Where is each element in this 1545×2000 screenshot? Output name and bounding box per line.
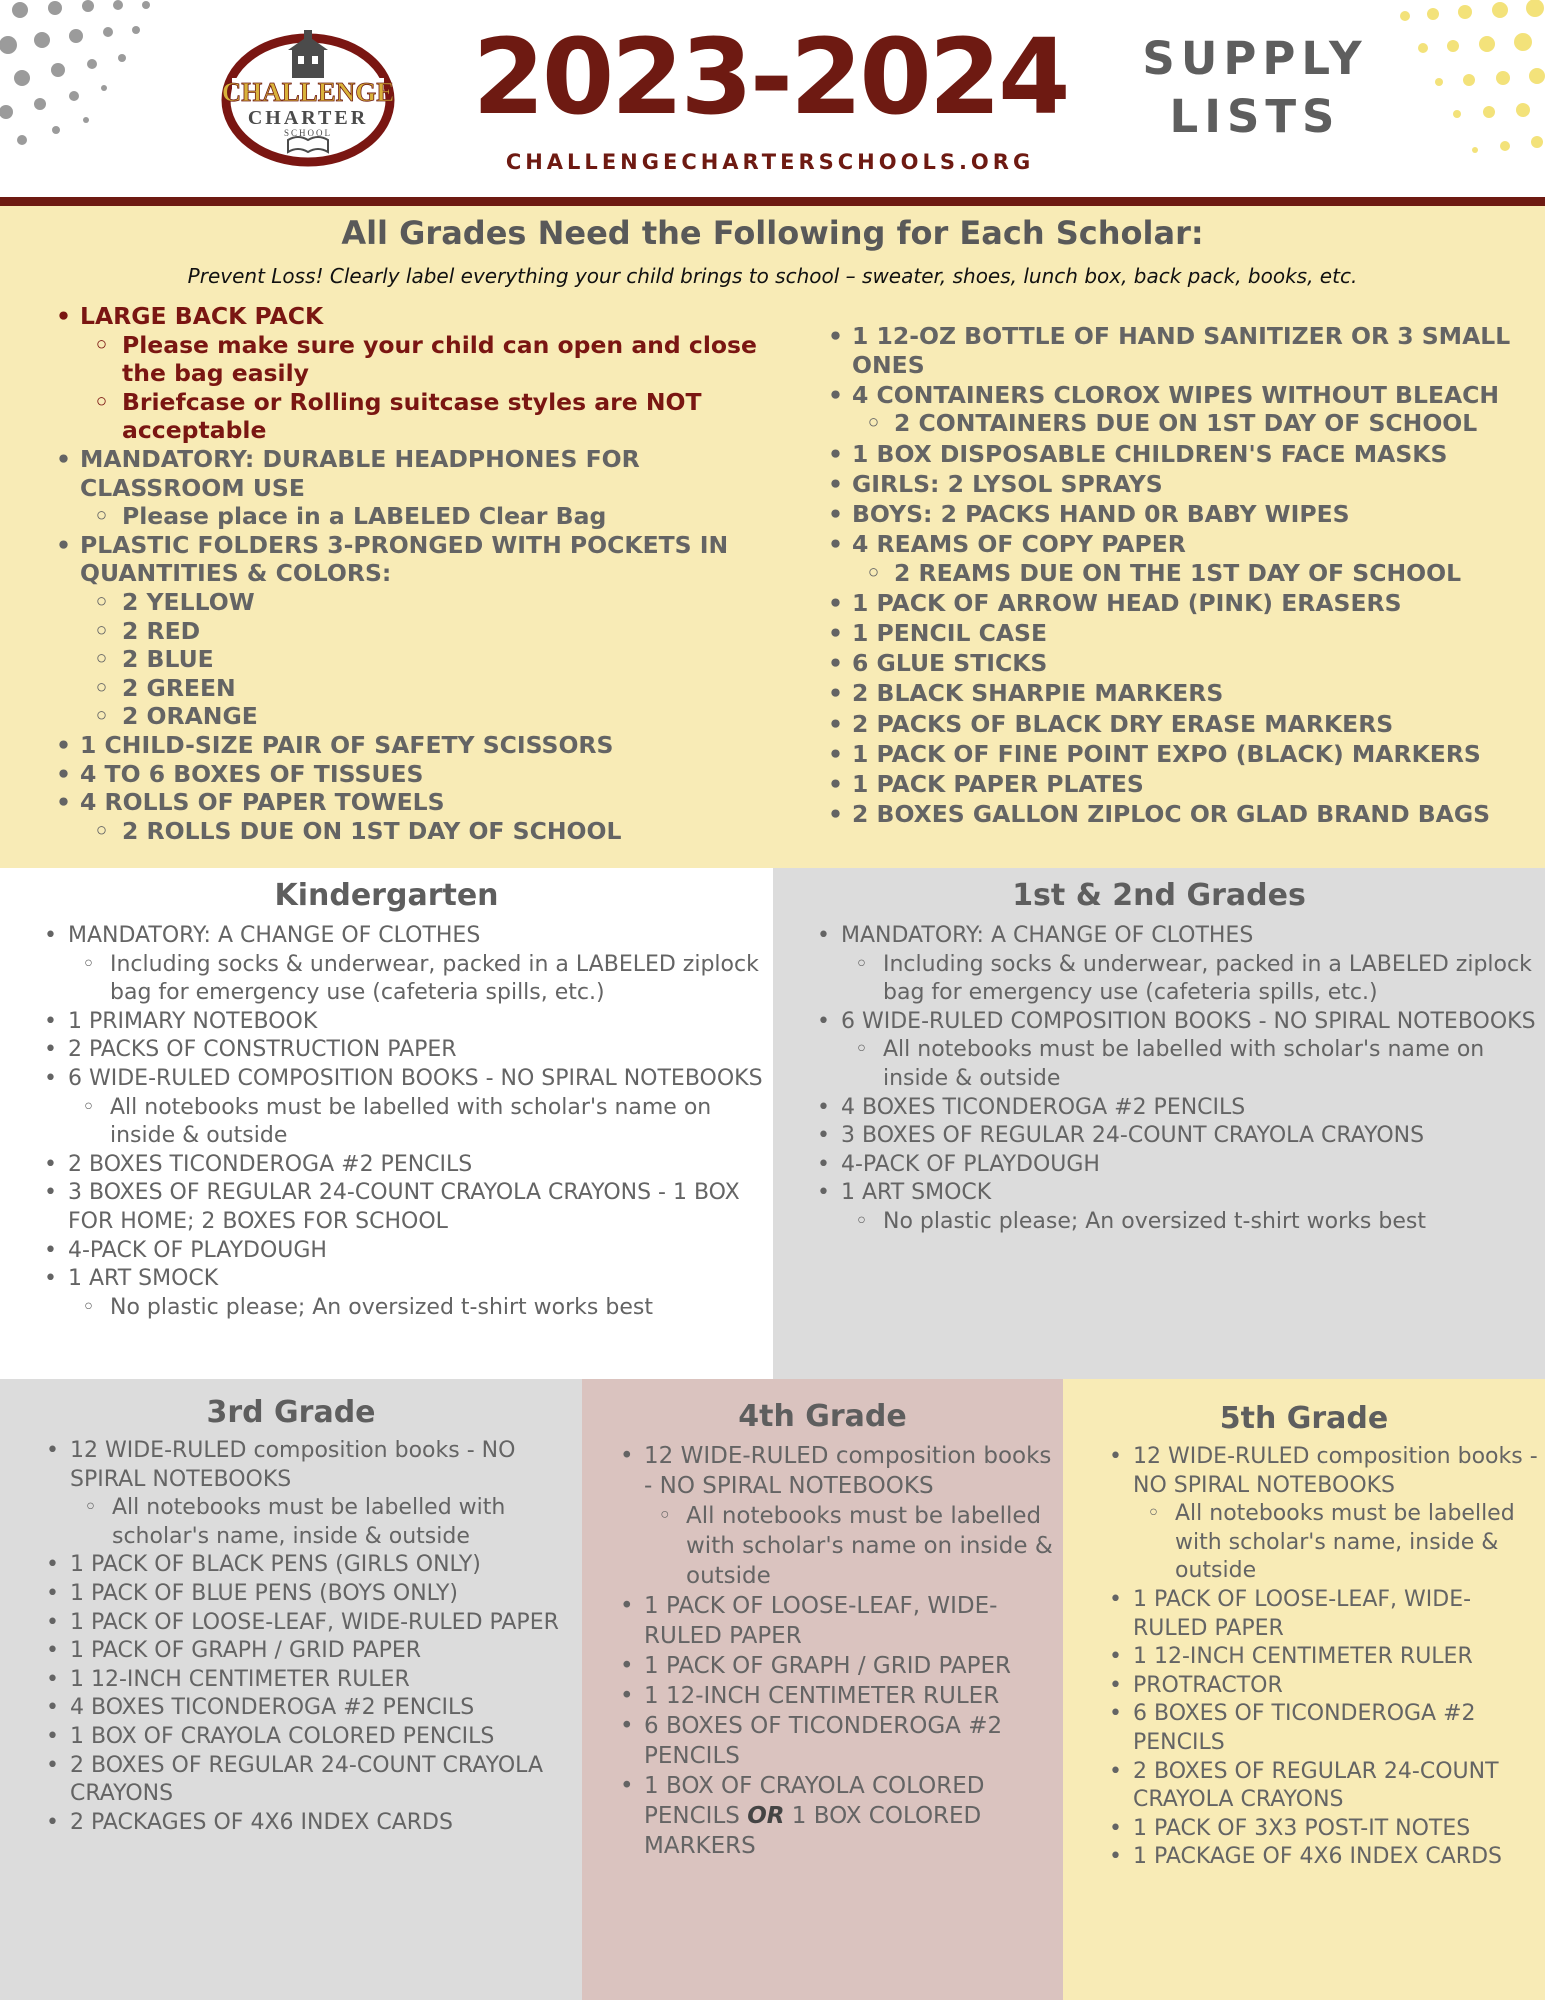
list-item: • 1 BOX DISPOSABLE CHILDREN'S FACE MASKS: [822, 440, 1522, 469]
list-item: • 3 BOXES OF REGULAR 24-COUNT CRAYOLA CRAYONS: [811, 1122, 1536, 1151]
grade-3-section: [0, 1379, 582, 2000]
sub-item: ◦ 2 REAMS DUE ON THE 1ST DAY OF SCHOOL: [894, 559, 1522, 588]
or-emphasis: OR: [747, 1803, 785, 1829]
list-item: • 1 PACK OF LOOSE-LEAF, WIDE-RULED PAPER: [614, 1591, 1054, 1651]
grade-3-list: [40, 1437, 575, 1837]
list-item: • 1 PACK PAPER PLATES: [822, 770, 1522, 799]
school-logo: [218, 28, 398, 168]
list-item: • 2 PACKS OF BLACK DRY ERASE MARKERS: [822, 710, 1522, 739]
list-item: • 4 ROLLS OF PAPER TOWELS ◦ 2 ROLLS DUE ON 1ST DAY OF SCHOOL: [50, 788, 790, 845]
list-item: • 4-PACK OF PLAYDOUGH: [811, 1151, 1536, 1180]
school-year-title: 2023-2024: [472, 16, 1068, 138]
list-item: • 12 WIDE-RULED composition books - NO SPIRAL NOTEBOOKS ◦ All notebooks must be labelled with scholar's name on inside & outside: [614, 1441, 1054, 1591]
sub-item: ◦ Please place in a LABELED Clear Bag: [122, 502, 790, 531]
sub-item: ◦ 2 RED: [122, 617, 790, 646]
grade-5-list: [1103, 1443, 1543, 1872]
list-item: • 1 PACK OF LOOSE-LEAF, WIDE-RULED PAPER: [40, 1609, 575, 1638]
list-item: • 2 PACKS OF CONSTRUCTION PAPER: [38, 1036, 768, 1065]
sub-item: ◦ All notebooks must be labelled with scholar's name on inside & outside: [883, 1036, 1536, 1093]
header: [0, 0, 1545, 197]
list-item: • 1 PACK OF ARROW HEAD (PINK) ERASERS: [822, 589, 1522, 618]
sub-item: ◦ 2 GREEN: [122, 674, 790, 703]
list-item: • 4 BOXES TICONDEROGA #2 PENCILS: [811, 1094, 1536, 1123]
list-item: • 4 TO 6 BOXES OF TISSUES: [50, 760, 790, 789]
list-item: • 1 PACK OF GRAPH / GRID PAPER: [614, 1651, 1054, 1681]
grades-1-2-title: 1st & 2nd Grades: [1012, 878, 1306, 913]
list-item: • 6 GLUE STICKS: [822, 649, 1522, 678]
list-item: • 1 CHILD-SIZE PAIR OF SAFETY SCISSORS: [50, 731, 790, 760]
list-item: • 1 ART SMOCK ◦ No plastic please; An oversized t-shirt works best: [38, 1265, 768, 1322]
sub-item: ◦ No plastic please; An oversized t-shirt works best: [883, 1208, 1536, 1237]
grade-5-title: 5th Grade: [1219, 1401, 1389, 1436]
list-item: • 12 WIDE-RULED composition books - NO SPIRAL NOTEBOOKS ◦ All notebooks must be labelled with scholar's name, inside & outside: [1103, 1443, 1543, 1586]
list-item: • 2 BOXES OF REGULAR 24-COUNT CRAYOLA CRAYONS: [40, 1752, 575, 1809]
list-item: • 1 12-INCH CENTIMETER RULER: [1103, 1643, 1543, 1672]
list-item: • 4 BOXES TICONDEROGA #2 PENCILS: [40, 1694, 575, 1723]
grade-4-list: [614, 1441, 1054, 1861]
sub-item: ◦ Please make sure your child can open and close the bag easily: [122, 331, 790, 388]
list-item: • 2 PACKAGES OF 4X6 INDEX CARDS: [40, 1809, 575, 1838]
grade-4-section: [582, 1379, 1063, 2000]
list-item: • LARGE BACK PACK ◦ Please make sure your child can open and close the bag easily ◦ Briefcase or Rolling suitcase styles are NOT acceptable: [50, 302, 790, 445]
sub-item: ◦ 2 ROLLS DUE ON 1ST DAY OF SCHOOL: [122, 817, 790, 846]
header-divider: [0, 197, 1545, 206]
decorative-dots-right: [1345, 0, 1545, 180]
kindergarten-list: [38, 922, 768, 1322]
sub-item: ◦ All notebooks must be labelled with scholar's name, inside & outside: [1175, 1500, 1543, 1586]
svg-text:CHARTER: CHARTER: [247, 107, 369, 129]
kindergarten-title: Kindergarten: [274, 878, 499, 913]
list-item: • 1 ART SMOCK ◦ No plastic please; An oversized t-shirt works best: [811, 1179, 1536, 1236]
list-item: • BOYS: 2 PACKS HAND 0R BABY WIPES: [822, 500, 1522, 529]
sub-item: ◦ 2 YELLOW: [122, 588, 790, 617]
list-item: • 4 REAMS OF COPY PAPER ◦ 2 REAMS DUE ON THE 1ST DAY OF SCHOOL: [822, 530, 1522, 587]
svg-text:CHALLENGE: CHALLENGE: [221, 77, 395, 107]
sub-item: ◦ 2 CONTAINERS DUE ON 1ST DAY OF SCHOOL: [894, 409, 1522, 438]
website-link[interactable]: CHALLENGECHARTERSCHOOLS.ORG: [505, 150, 1035, 174]
all-grades-right-column: [822, 322, 1522, 830]
supply-lists-heading: [1140, 30, 1370, 146]
sub-item: ◦ 2 BLUE: [122, 645, 790, 674]
list-item: • 1 12-OZ BOTTLE OF HAND SANITIZER OR 3 SMALL ONES: [822, 322, 1522, 379]
list-item: • GIRLS: 2 LYSOL SPRAYS: [822, 470, 1522, 499]
list-item: • 1 12-INCH CENTIMETER RULER: [614, 1681, 1054, 1711]
grades-1-2-section: [773, 868, 1545, 1379]
all-grades-left-column: [50, 302, 790, 845]
grades-1-2-list: [811, 922, 1536, 1237]
list-item: • 1 PACK OF FINE POINT EXPO (BLACK) MARKERS: [822, 740, 1522, 769]
supply-line-2: LISTS: [1169, 90, 1341, 143]
list-item: • 1 PENCIL CASE: [822, 619, 1522, 648]
label-note: Prevent Loss! Clearly label everything your child brings to school – sweater, shoes, lunch box, back pack, books, etc.: [187, 264, 1358, 288]
kindergarten-section: [0, 868, 773, 1379]
sub-item: ◦ All notebooks must be labelled with scholar's name on inside & outside: [110, 1094, 768, 1151]
list-item: • 1 BOX OF CRAYOLA COLORED PENCILS: [40, 1723, 575, 1752]
grade-5-section: [1063, 1379, 1545, 2000]
all-grades-title: All Grades Need the Following for Each Scholar:: [341, 214, 1204, 252]
list-item: • 2 BOXES OF REGULAR 24-COUNT CRAYOLA CRAYONS: [1103, 1758, 1543, 1815]
list-item: • PLASTIC FOLDERS 3-PRONGED WITH POCKETS IN QUANTITIES & COLORS: ◦ 2 YELLOW ◦ 2 RED ◦ 2 BLUE ◦ 2 GREEN ◦ 2 ORANGE: [50, 531, 790, 731]
sub-item: ◦ All notebooks must be labelled with scholar's name, inside & outside: [112, 1494, 575, 1551]
list-item: • 6 BOXES OF TICONDEROGA #2 PENCILS: [614, 1711, 1054, 1771]
list-item: • MANDATORY: A CHANGE OF CLOTHES ◦ Including socks & underwear, packed in a LABELED ziplock bag for emergency use (cafeteria spills, etc.): [38, 922, 768, 1008]
svg-text:SCHOOL: SCHOOL: [283, 128, 333, 138]
supply-line-1: SUPPLY: [1142, 32, 1368, 85]
list-item: • 6 WIDE-RULED COMPOSITION BOOKS - NO SPIRAL NOTEBOOKS ◦ All notebooks must be labelled with scholar's name on inside & outside: [811, 1008, 1536, 1094]
list-item: • 1 PRIMARY NOTEBOOK: [38, 1008, 768, 1037]
list-item: • PROTRACTOR: [1103, 1672, 1543, 1701]
list-item: • 4-PACK OF PLAYDOUGH: [38, 1237, 768, 1266]
list-item: • 6 BOXES OF TICONDEROGA #2 PENCILS: [1103, 1700, 1543, 1757]
list-item: • 2 BOXES GALLON ZIPLOC OR GLAD BRAND BAGS: [822, 800, 1522, 829]
list-item: • 1 BOX OF CRAYOLA COLORED PENCILS OR 1 BOX COLORED MARKERS: [614, 1771, 1054, 1861]
sub-item: ◦ Including socks & underwear, packed in a LABELED ziplock bag for emergency use (cafeteria spills, etc.): [883, 951, 1536, 1008]
list-item: • 1 PACK OF GRAPH / GRID PAPER: [40, 1637, 575, 1666]
sub-item: ◦ Briefcase or Rolling suitcase styles are NOT acceptable: [122, 388, 790, 445]
sub-item: ◦ 2 ORANGE: [122, 702, 790, 731]
list-item: • MANDATORY: DURABLE HEADPHONES FOR CLASSROOM USE ◦ Please place in a LABELED Clear Bag: [50, 445, 790, 531]
list-item: • 4 CONTAINERS CLOROX WIPES WITHOUT BLEACH ◦ 2 CONTAINERS DUE ON 1ST DAY OF SCHOOL: [822, 381, 1522, 438]
decorative-dots-left: [0, 0, 230, 170]
all-grades-section: [0, 206, 1545, 868]
list-item: • 1 PACK OF BLACK PENS (GIRLS ONLY): [40, 1551, 575, 1580]
list-item: • 1 PACKAGE OF 4X6 INDEX CARDS: [1103, 1843, 1543, 1872]
list-item: • MANDATORY: A CHANGE OF CLOTHES ◦ Including socks & underwear, packed in a LABELED ziplock bag for emergency use (cafeteria spills, etc.): [811, 922, 1536, 1008]
list-item: • 1 12-INCH CENTIMETER RULER: [40, 1666, 575, 1695]
list-item: • 2 BLACK SHARPIE MARKERS: [822, 679, 1522, 708]
list-item: • 1 PACK OF LOOSE-LEAF, WIDE-RULED PAPER: [1103, 1586, 1543, 1643]
list-item: • 2 BOXES TICONDEROGA #2 PENCILS: [38, 1151, 768, 1180]
sub-item: ◦ No plastic please; An oversized t-shirt works best: [110, 1294, 768, 1323]
list-item: • 6 WIDE-RULED COMPOSITION BOOKS - NO SPIRAL NOTEBOOKS ◦ All notebooks must be labelled with scholar's name on inside & outside: [38, 1065, 768, 1151]
list-item: • 1 PACK OF 3X3 POST-IT NOTES: [1103, 1815, 1543, 1844]
sub-item: ◦ All notebooks must be labelled with scholar's name on inside & outside: [686, 1501, 1054, 1591]
grade-4-title: 4th Grade: [738, 1399, 907, 1434]
list-item: • 12 WIDE-RULED composition books - NO SPIRAL NOTEBOOKS ◦ All notebooks must be labelled with scholar's name, inside & outside: [40, 1437, 575, 1551]
list-item: • 3 BOXES OF REGULAR 24-COUNT CRAYOLA CRAYONS - 1 BOX FOR HOME; 2 BOXES FOR SCHOOL: [38, 1179, 768, 1236]
list-item: • 1 PACK OF BLUE PENS (BOYS ONLY): [40, 1580, 575, 1609]
sub-item: ◦ Including socks & underwear, packed in a LABELED ziplock bag for emergency use (cafeteria spills, etc.): [110, 951, 768, 1008]
grade-3-title: 3rd Grade: [206, 1395, 376, 1430]
